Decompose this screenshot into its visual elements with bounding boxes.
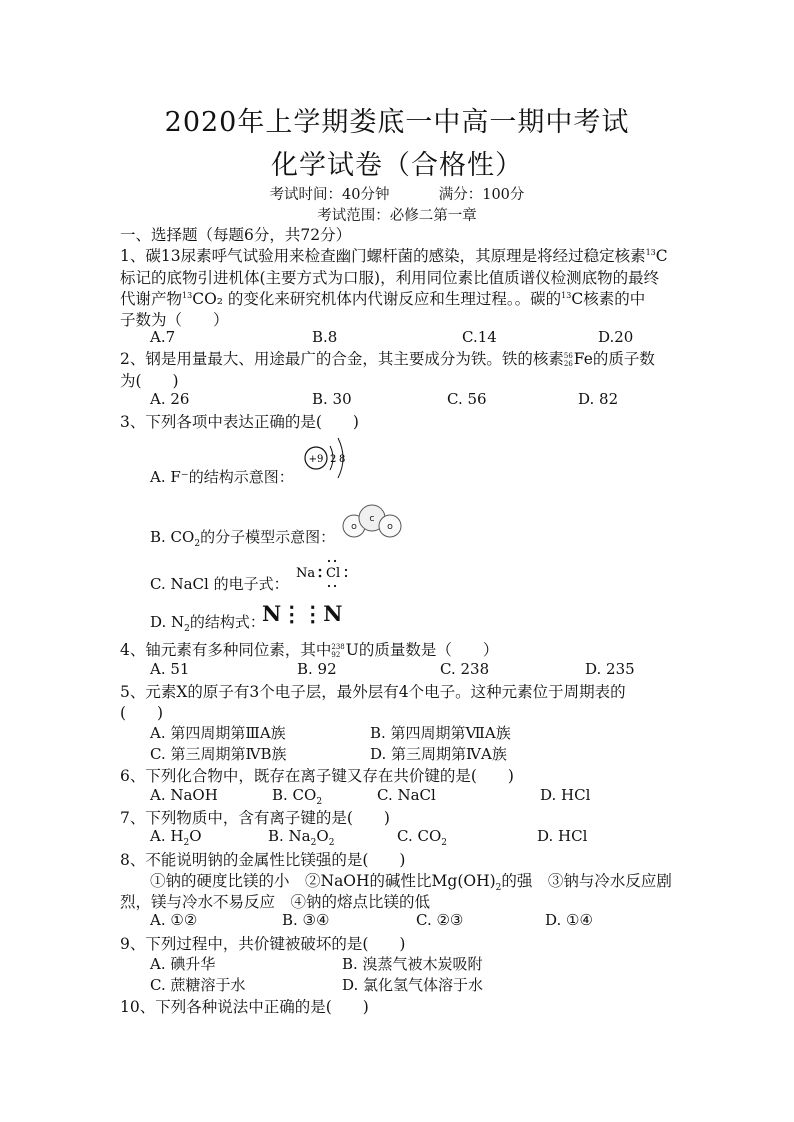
q3-stem: 3、下列各项中表达正确的是( ) [120, 413, 359, 431]
q9-option-a: A. 碘升华 [150, 955, 216, 973]
q3-option-d: D. $N_2$的结构式： [150, 613, 265, 634]
exam-score: 满分：100分 [438, 187, 525, 203]
q6-option-c: C. NaCl [377, 786, 436, 804]
svg-text:O: O [351, 523, 357, 531]
q5-option-d: D. 第三周期第ⅣA族 [370, 745, 507, 763]
q8-option-b: B. ③④ [282, 911, 330, 929]
q7-stem: 7、下列物质中，含有离子键的是( ) [120, 809, 390, 827]
exam-scope: 考试范围：必修二第一章 [317, 208, 477, 224]
q2-isotope: 56 26 [563, 352, 573, 368]
q5-line2: ( ) [120, 704, 164, 722]
q2-line2: 为( ) [120, 372, 179, 390]
q6-option-b: B. $CO_2$ [272, 786, 323, 807]
n2-structure-formula: N⋮⋮N [262, 601, 343, 626]
q4-option-a: A. 51 [150, 660, 190, 678]
q1-line4: 子数为（ ） [120, 311, 229, 329]
fluorine-ion-diagram [298, 432, 358, 488]
q6-stem: 6、下列化合物中，既存在离子键又存在共价键的是( ) [120, 767, 514, 785]
q5-option-c: C. 第三周期第ⅣB族 [150, 745, 287, 763]
q8-line2: ①钠的硬度比镁的小 ②NaOH的碱性比$Mg(OH)_2$的强 ③钠与冷水反应剧 [150, 872, 672, 894]
q2-option-b: B. 30 [312, 390, 352, 408]
q8-option-c: C. ②③ [416, 911, 464, 929]
q3-option-b: B. $CO_2$的分子模型示意图： [150, 528, 336, 549]
q8-line3: 烈，镁与冷水不易反应 ④钠的熔点比镁的低 [120, 893, 431, 911]
q4-option-b: B. 92 [297, 660, 337, 678]
co2-model-diagram [340, 504, 406, 544]
q1-option-b: B.8 [312, 328, 338, 346]
q9-stem: 9、下列过程中，共价键被破坏的是( ) [120, 935, 406, 953]
q6-option-d: D. HCl [540, 786, 591, 804]
q1-option-c: C.14 [462, 328, 497, 346]
q1-option-d: D.20 [598, 328, 634, 346]
nucleus-label: +9 [308, 454, 324, 465]
q2-option-a: A. 26 [150, 390, 190, 408]
q10-stem: 10、下列各种说法中正确的是( ) [120, 998, 369, 1016]
svg-text:Na: Na [296, 566, 316, 581]
q6-option-a: A. NaOH [150, 786, 218, 804]
nacl-electron-formula [294, 556, 358, 590]
q4-option-d: D. 235 [585, 660, 635, 678]
svg-text:C: C [369, 515, 375, 523]
svg-text:O: O [387, 523, 393, 531]
q2-option-c: C. 56 [447, 390, 487, 408]
q9-option-d: D. 氯化氢气体溶于水 [342, 976, 484, 994]
exam-title: 2020年上学期娄底一中高一期中考试 [164, 107, 630, 138]
q7-option-d: D. HCl [537, 827, 588, 845]
section-heading: 一、选择题（每题6分，共72分） [120, 226, 352, 244]
q7-option-a: A. $H_2O$ [150, 827, 202, 848]
q3-option-a: A. F⁻的结构示意图： [150, 468, 294, 486]
q1-line2: 标记的底物引进机体(主要方式为口服)，利用同位素比值质谱仪检测底物的最终 [120, 269, 660, 287]
q1-line3: 代谢产物$^{13}$CO₂ 的变化来研究机体内代谢反应和生理过程。。碳的$^{13}$C核素的中 [120, 290, 646, 308]
q4-line1: 4、铀元素有多种同位素，其中 238 92 U的质量数是（ ） [120, 641, 499, 659]
q9-option-c: C. 蔗糖溶于水 [150, 976, 246, 994]
q8-option-a: A. ①② [150, 911, 198, 929]
exam-info [0, 183, 794, 204]
exam-time: 考试时间：40分钟 [269, 187, 390, 203]
q1-line1: 1、碳13尿素呼气试验用来检查幽门螺杆菌的感染，其原理是将经过稳定核素$^{13}$C [120, 247, 668, 265]
q4-isotope: 238 92 [331, 643, 345, 659]
q8-option-d: D. ①④ [545, 911, 593, 929]
q8-stem: 8、不能说明钠的金属性比镁强的是( ) [120, 851, 406, 869]
shell2-label: 8 [339, 454, 346, 465]
svg-text:Cl: Cl [326, 566, 341, 581]
q7-option-b: B. $Na_2O_2$ [268, 827, 335, 848]
q5-option-a: A. 第四周期第ⅢA族 [150, 724, 286, 742]
q5-option-b: B. 第四周期第ⅦA族 [370, 724, 511, 742]
q4-option-c: C. 238 [440, 660, 490, 678]
q1-option-a: A.7 [150, 328, 176, 346]
q7-option-c: C. $CO_2$ [397, 827, 447, 848]
q9-option-b: B. 溴蒸气被木炭吸附 [342, 955, 483, 973]
q3-option-c: C. NaCl 的电子式： [150, 575, 289, 593]
q5-line1: 5、元素X的原子有3个电子层，最外层有4个电子。这种元素位于周期表的 [120, 683, 626, 701]
q2-option-d: D. 82 [578, 390, 619, 408]
exam-subtitle: 化学试卷（合格性） [271, 150, 523, 181]
shell1-label: 2 [330, 454, 337, 465]
q2-line1: 2、钢是用量最大、用途最广的合金，其主要成分为铁。铁的核素 56 26 Fe的质子数 [120, 350, 655, 368]
